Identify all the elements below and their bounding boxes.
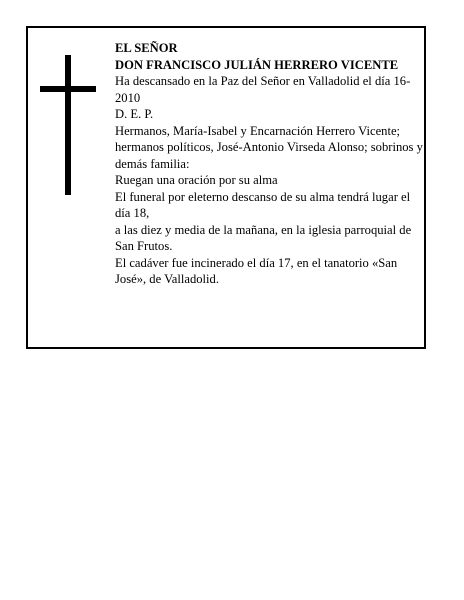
- notice-title-line2: DON FRANCISCO JULIÁN HERRERO VICENTE: [115, 57, 399, 72]
- prayer-request: Ruegan una oración por su alma: [115, 173, 278, 187]
- cross-vertical-bar: [65, 55, 71, 195]
- obituary-notice: [26, 26, 426, 349]
- rip-line: D. E. P.: [115, 107, 154, 121]
- cross-horizontal-bar: [40, 86, 96, 92]
- cremation-info: El cadáver fue incinerado el día 17, en el tanatorio «San José», de Valladolid.: [115, 255, 398, 286]
- notice-text: [115, 40, 425, 288]
- death-announcement: Ha descansado en la Paz del Señor en Valladolid el día 16-2010: [115, 74, 411, 105]
- notice-title-line1: EL SEÑOR: [115, 41, 178, 55]
- funeral-time-place: a las diez y media de la mañana, en la iglesia parroquial de San Frutos.: [115, 222, 412, 253]
- family-list: Hermanos, María-Isabel y Encarnación Herrero Vicente; hermanos políticos, José-Antonio Virseda Alonso; sobrinos y demás familia:: [115, 123, 423, 171]
- cross-icon: [40, 55, 96, 195]
- funeral-info: El funeral por eleterno descanso de su alma tendrá lugar el día 18,: [115, 189, 411, 220]
